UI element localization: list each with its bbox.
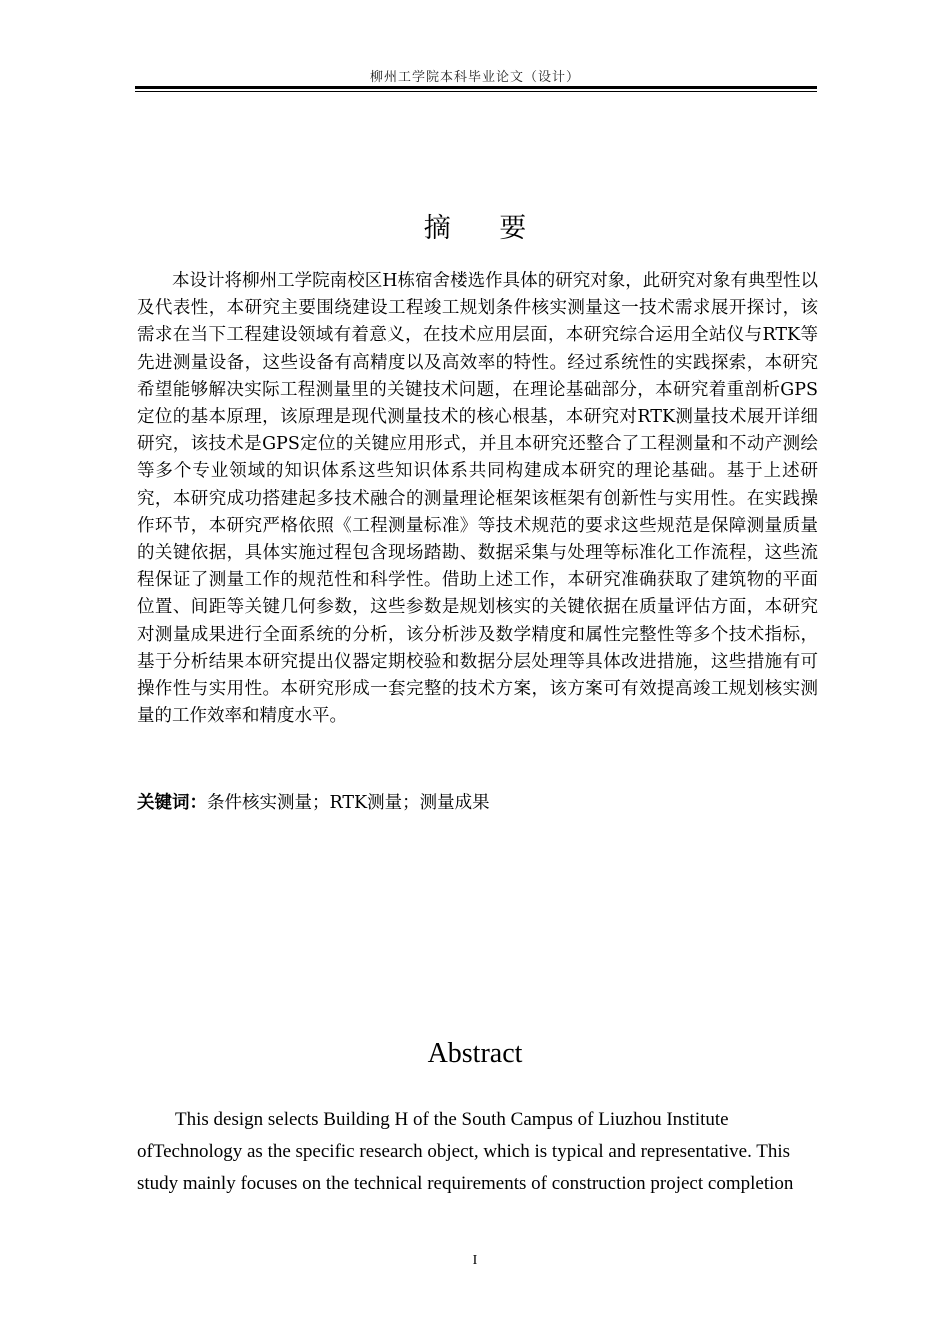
header-rule-thin — [135, 91, 817, 92]
keywords-label: 关键词： — [137, 793, 207, 813]
english-abstract-title: Abstract — [427, 1038, 523, 1069]
english-abstract-body: This design selects Building H of the South Campus of Liuzhou Institute ofTechnology as the specific research object, which is typical and representative. This study mainly focuses on the technical requirements of construction project completion — [137, 1109, 794, 1194]
chinese-abstract-title: 摘 要 — [423, 213, 547, 244]
keywords-value: 条件核实测量；RTK测量；测量成果 — [207, 793, 490, 813]
header-rule-thick — [135, 86, 817, 89]
chinese-abstract-body: 本设计将柳州工学院南校区H栋宿舍楼选作具体的研究对象，此研究对象有典型性以及代表性，本研究主要围绕建设工程竣工规划条件核实测量这一技术需求展开探讨，该需求在当下工程建设领域有着意义，在技术应用层面，本研究综合运用全站仪与RTK等先进测量设备，这些设备有高精度以及高效率的特性。经过系统性的实践探索，本研究希望能够解决实际工程测量里的关键技术问题，在理论基础部分，本研究着重剖析GPS定位的基本原理，该原理是现代测量技术的核心根基，本研究对RTK测量技术展开详细研究，该技术是GPS定位的关键应用形式，并且本研究还整合了工程测量和不动产测绘等多个专业领域的知识体系这些知识体系共同构建成本研究的理论基础。基于上述研究，本研究成功搭建起多技术融合的测量理论框架该框架有创新性与实用性。在实践操作环节，本研究严格依照《工程测量标准》等技术规范的要求这些规范是保障测量质量的关键依据，具体实施过程包含现场踏勘、数据采集与处理等标准化工作流程，这些流程保证了测量工作的规范性和科学性。借助上述工作，本研究准确获取了建筑物的平面位置、间距等关键几何参数，这些参数是规划核实的关键依据在质量评估方面，本研究对测量成果进行全面系统的分析，该分析涉及数学精度和属性完整性等多个技术指标，基于分析结果本研究提出仪器定期校验和数据分层处理等具体改进措施，这些措施有可操作性与实用性。本研究形成一套完整的技术方案，该方案可有效提高竣工规划核实测量的工作效率和精度水平。 — [137, 271, 818, 727]
page-number: I — [472, 1253, 478, 1268]
keywords-line — [137, 790, 818, 817]
running-header: 柳州工学院本科毕业论文（设计） — [369, 70, 580, 85]
